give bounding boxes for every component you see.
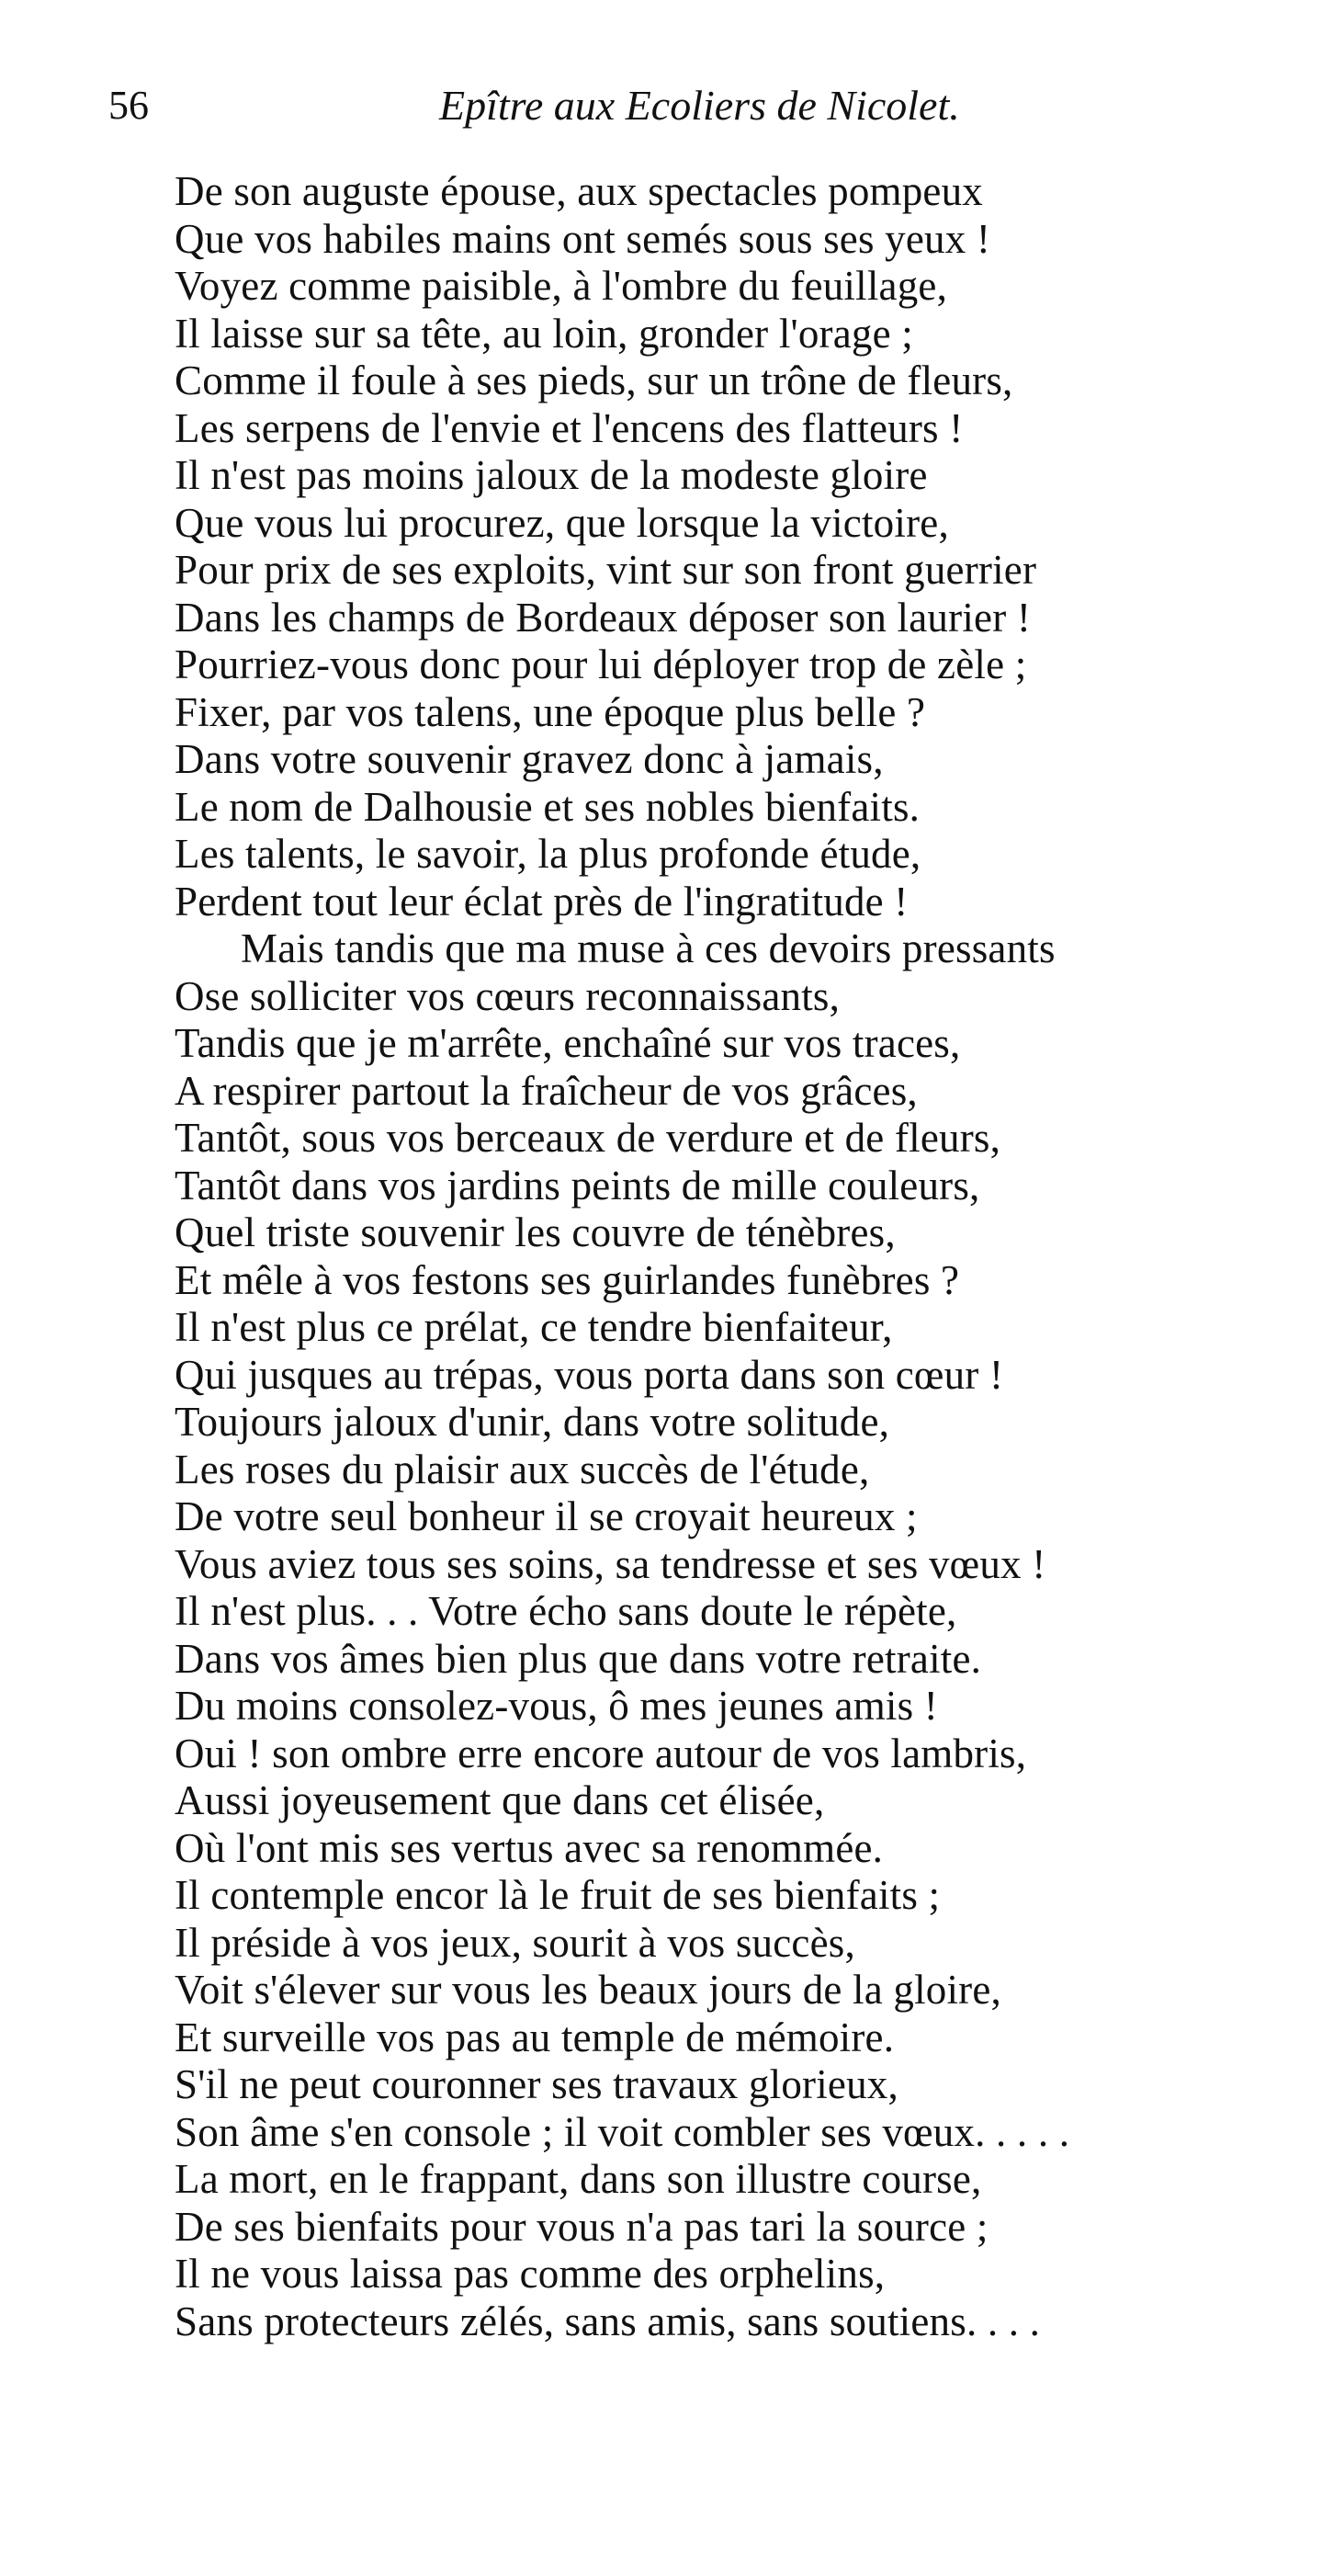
verse-line: La mort, en le frappant, dans son illustre course, [175, 2156, 982, 2202]
verse-line: Dans vos âmes bien plus que dans votre retraite. [175, 1635, 982, 1682]
verse-line: De votre seul bonheur il se croyait heureux ; [175, 1493, 918, 1539]
verse-line: Et surveille vos pas au temple de mémoire. [175, 2014, 895, 2060]
verse-line: Il laisse sur sa tête, au loin, gronder l'orage ; [175, 310, 913, 357]
verse-line: Oui ! son ombre erre encore autour de vos lambris, [175, 1730, 1027, 1776]
verse-line: Il n'est plus. . . Votre écho sans doute le répète, [175, 1588, 957, 1634]
poem-text [175, 168, 1295, 2345]
verse-line: Que vos habiles mains ont semés sous ses yeux ! [175, 215, 991, 262]
verse-line: Pour prix de ses exploits, vint sur son front guerrier [175, 547, 1037, 593]
verse-line: Voit s'élever sur vous les beaux jours de la gloire, [175, 1967, 1001, 2013]
verse-line: De son auguste épouse, aux spectacles pompeux [175, 168, 983, 214]
verse-line: Il préside à vos jeux, sourit à vos succès, [175, 1919, 855, 1966]
verse-line: Sans protecteurs zélés, sans amis, sans soutiens. . . . [175, 2298, 1041, 2344]
verse-line: Tantôt dans vos jardins peints de mille couleurs, [175, 1162, 980, 1209]
verse-line: Vous aviez tous ses soins, sa tendresse et ses vœux ! [175, 1540, 1046, 1587]
verse-line: Il n'est plus ce prélat, ce tendre bienfaiteur, [175, 1304, 893, 1350]
verse-line: Fixer, par vos talens, une époque plus belle ? [175, 688, 926, 735]
verse-line: Voyez comme paisible, à l'ombre du feuillage, [175, 263, 948, 309]
verse-line: Le nom de Dalhousie et ses nobles bienfaits. [175, 783, 921, 830]
verse-line: Il contemple encor là le fruit de ses bienfaits ; [175, 1872, 941, 1918]
verse-line: Que vous lui procurez, que lorsque la victoire, [175, 499, 949, 546]
verse-line: Ose solliciter vos cœurs reconnaissants, [175, 972, 841, 1019]
verse-line: Toujours jaloux d'unir, dans votre solitude, [175, 1399, 890, 1445]
verse-line: Dans les champs de Bordeaux déposer son laurier ! [175, 594, 1032, 641]
verse-line: Perdent tout leur éclat près de l'ingratitude ! [175, 878, 909, 925]
verse-line: Où l'ont mis ses vertus avec sa renommée. [175, 1824, 884, 1871]
verse-line: Les serpens de l'envie et l'encens des flatteurs ! [175, 404, 964, 451]
verse-line: De ses bienfaits pour vous n'a pas tari la source ; [175, 2203, 989, 2250]
verse-line: Du moins consolez-vous, ô mes jeunes amis ! [175, 1683, 938, 1729]
running-title: Epître aux Ecoliers de Nicolet. [439, 82, 960, 129]
verse-line: Et mêle à vos festons ses guirlandes funèbres ? [175, 1256, 960, 1303]
verse-line: Mais tandis que ma muse à ces devoirs pressants [241, 925, 1056, 971]
page-header [108, 74, 1119, 138]
verse-line: Les talents, le savoir, la plus profonde étude, [175, 831, 921, 877]
verse-line: Qui jusques au trépas, vous porta dans son cœur ! [175, 1351, 1004, 1398]
verse-line: Pourriez-vous donc pour lui déployer trop de zèle ; [175, 641, 1027, 687]
verse-line: Tantôt, sous vos berceaux de verdure et de fleurs, [175, 1115, 1001, 1161]
verse-line: Tandis que je m'arrête, enchaîné sur vos traces, [175, 1020, 961, 1066]
verse-line: A respirer partout la fraîcheur de vos grâces, [175, 1067, 918, 1114]
verse-line: Quel triste souvenir les couvre de ténèbres, [175, 1209, 896, 1255]
verse-line: Aussi joyeusement que dans cet élisée, [175, 1777, 825, 1823]
verse-line: Son âme s'en console ; il voit combler ses vœux. . . . . [175, 2108, 1070, 2155]
verse-line: Il n'est pas moins jaloux de la modeste gloire [175, 452, 928, 498]
verse-line: Les roses du plaisir aux succès de l'étude, [175, 1446, 870, 1492]
page-number: 56 [108, 83, 149, 128]
verse-line: Comme il foule à ses pieds, sur un trône de fleurs, [175, 357, 1013, 403]
verse-line: Dans votre souvenir gravez donc à jamais, [175, 736, 884, 782]
verse-line: S'il ne peut couronner ses travaux glorieux, [175, 2061, 898, 2107]
verse-line: Il ne vous laissa pas comme des orphelins, [175, 2251, 886, 2297]
